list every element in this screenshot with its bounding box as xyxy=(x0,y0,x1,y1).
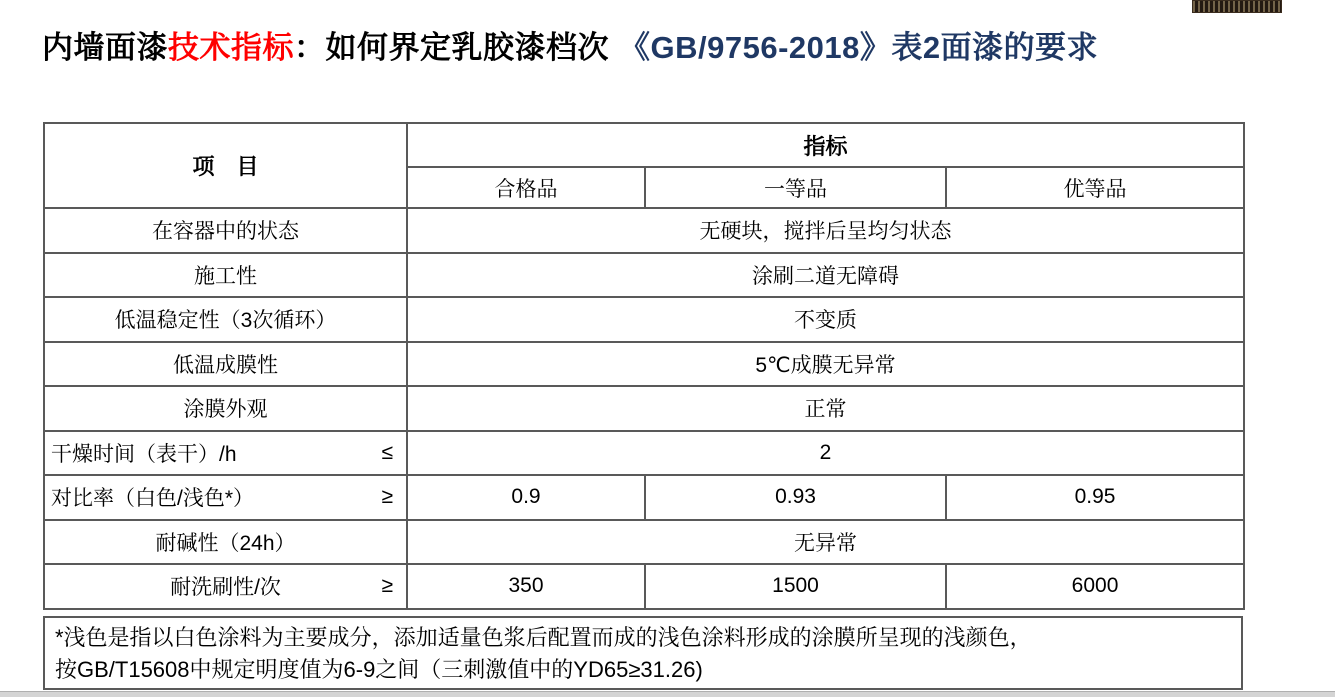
column-header-item: 项 目 xyxy=(44,123,407,208)
row-label: 涂膜外观 xyxy=(44,386,407,431)
footnote-line-2: 按GB/T15608中规定明度值为6-9之间（三刺激值中的YD65≥31.26) xyxy=(55,657,703,682)
title-segment-black-2: ：如何界定乳胶漆档次 xyxy=(294,30,609,65)
title-segment-red: 技术指标 xyxy=(168,30,294,65)
watermark-badge xyxy=(1192,0,1282,13)
table-row-workability xyxy=(44,253,1244,298)
table-row-container-state xyxy=(44,208,1244,253)
table-row-contrast-ratio xyxy=(44,475,1244,520)
greater-equal-symbol: ≥ xyxy=(381,574,393,598)
column-header-index: 指标 xyxy=(407,123,1244,167)
row-value: 无异常 xyxy=(407,520,1244,565)
footnote-box xyxy=(43,616,1243,690)
column-header-grade-qualified: 合格品 xyxy=(407,167,645,208)
less-equal-symbol: ≤ xyxy=(381,440,393,464)
title-segment-black-1: 内墙面漆 xyxy=(42,30,168,65)
row-value: 2 xyxy=(407,431,1244,476)
footnote-line-1: *浅色是指以白色涂料为主要成分，添加适量色浆后配置而成的浅色涂料形成的涂膜所呈现的浅颜色， xyxy=(55,625,1032,650)
row-value: 无硬块，搅拌后呈均匀状态 xyxy=(407,208,1244,253)
row-label-text: 干燥时间（表干）/h xyxy=(51,442,237,466)
row-label: 低温稳定性（3次循环） xyxy=(44,297,407,342)
row-value: 正常 xyxy=(407,386,1244,431)
row-value-first-class: 1500 xyxy=(645,564,946,609)
row-label: 在容器中的状态 xyxy=(44,208,407,253)
table-row-alkali-resistance xyxy=(44,520,1244,565)
table-row-low-temp-film-formation xyxy=(44,342,1244,387)
row-value: 5℃成膜无异常 xyxy=(407,342,1244,387)
row-label: 施工性 xyxy=(44,253,407,298)
column-header-grade-first-class: 一等品 xyxy=(645,167,946,208)
row-value: 涂刷二道无障碍 xyxy=(407,253,1244,298)
spec-table xyxy=(43,122,1245,610)
table-row-low-temp-stability xyxy=(44,297,1244,342)
column-header-grade-premium: 优等品 xyxy=(946,167,1244,208)
row-label xyxy=(44,431,407,476)
row-value-premium: 6000 xyxy=(946,564,1244,609)
row-label: 低温成膜性 xyxy=(44,342,407,387)
greater-equal-symbol: ≥ xyxy=(381,485,393,509)
row-label xyxy=(44,564,407,609)
table-row-drying-time xyxy=(44,431,1244,476)
row-value-qualified: 350 xyxy=(407,564,645,609)
row-value-first-class: 0.93 xyxy=(645,475,946,520)
row-label-text: 对比率（白色/浅色*） xyxy=(51,487,255,511)
page-title xyxy=(42,22,1098,67)
row-value-qualified: 0.9 xyxy=(407,475,645,520)
row-label: 耐碱性（24h） xyxy=(44,520,407,565)
row-value: 不变质 xyxy=(407,297,1244,342)
table-row-film-appearance xyxy=(44,386,1244,431)
row-label-text: 耐洗刷性/次 xyxy=(170,576,281,600)
bottom-bar xyxy=(0,691,1335,697)
title-standard-reference: 《GB/9756-2018》表2面漆的要求 xyxy=(619,30,1099,65)
table-row-scrub-resistance xyxy=(44,564,1244,609)
row-value-premium: 0.95 xyxy=(946,475,1244,520)
row-label xyxy=(44,475,407,520)
